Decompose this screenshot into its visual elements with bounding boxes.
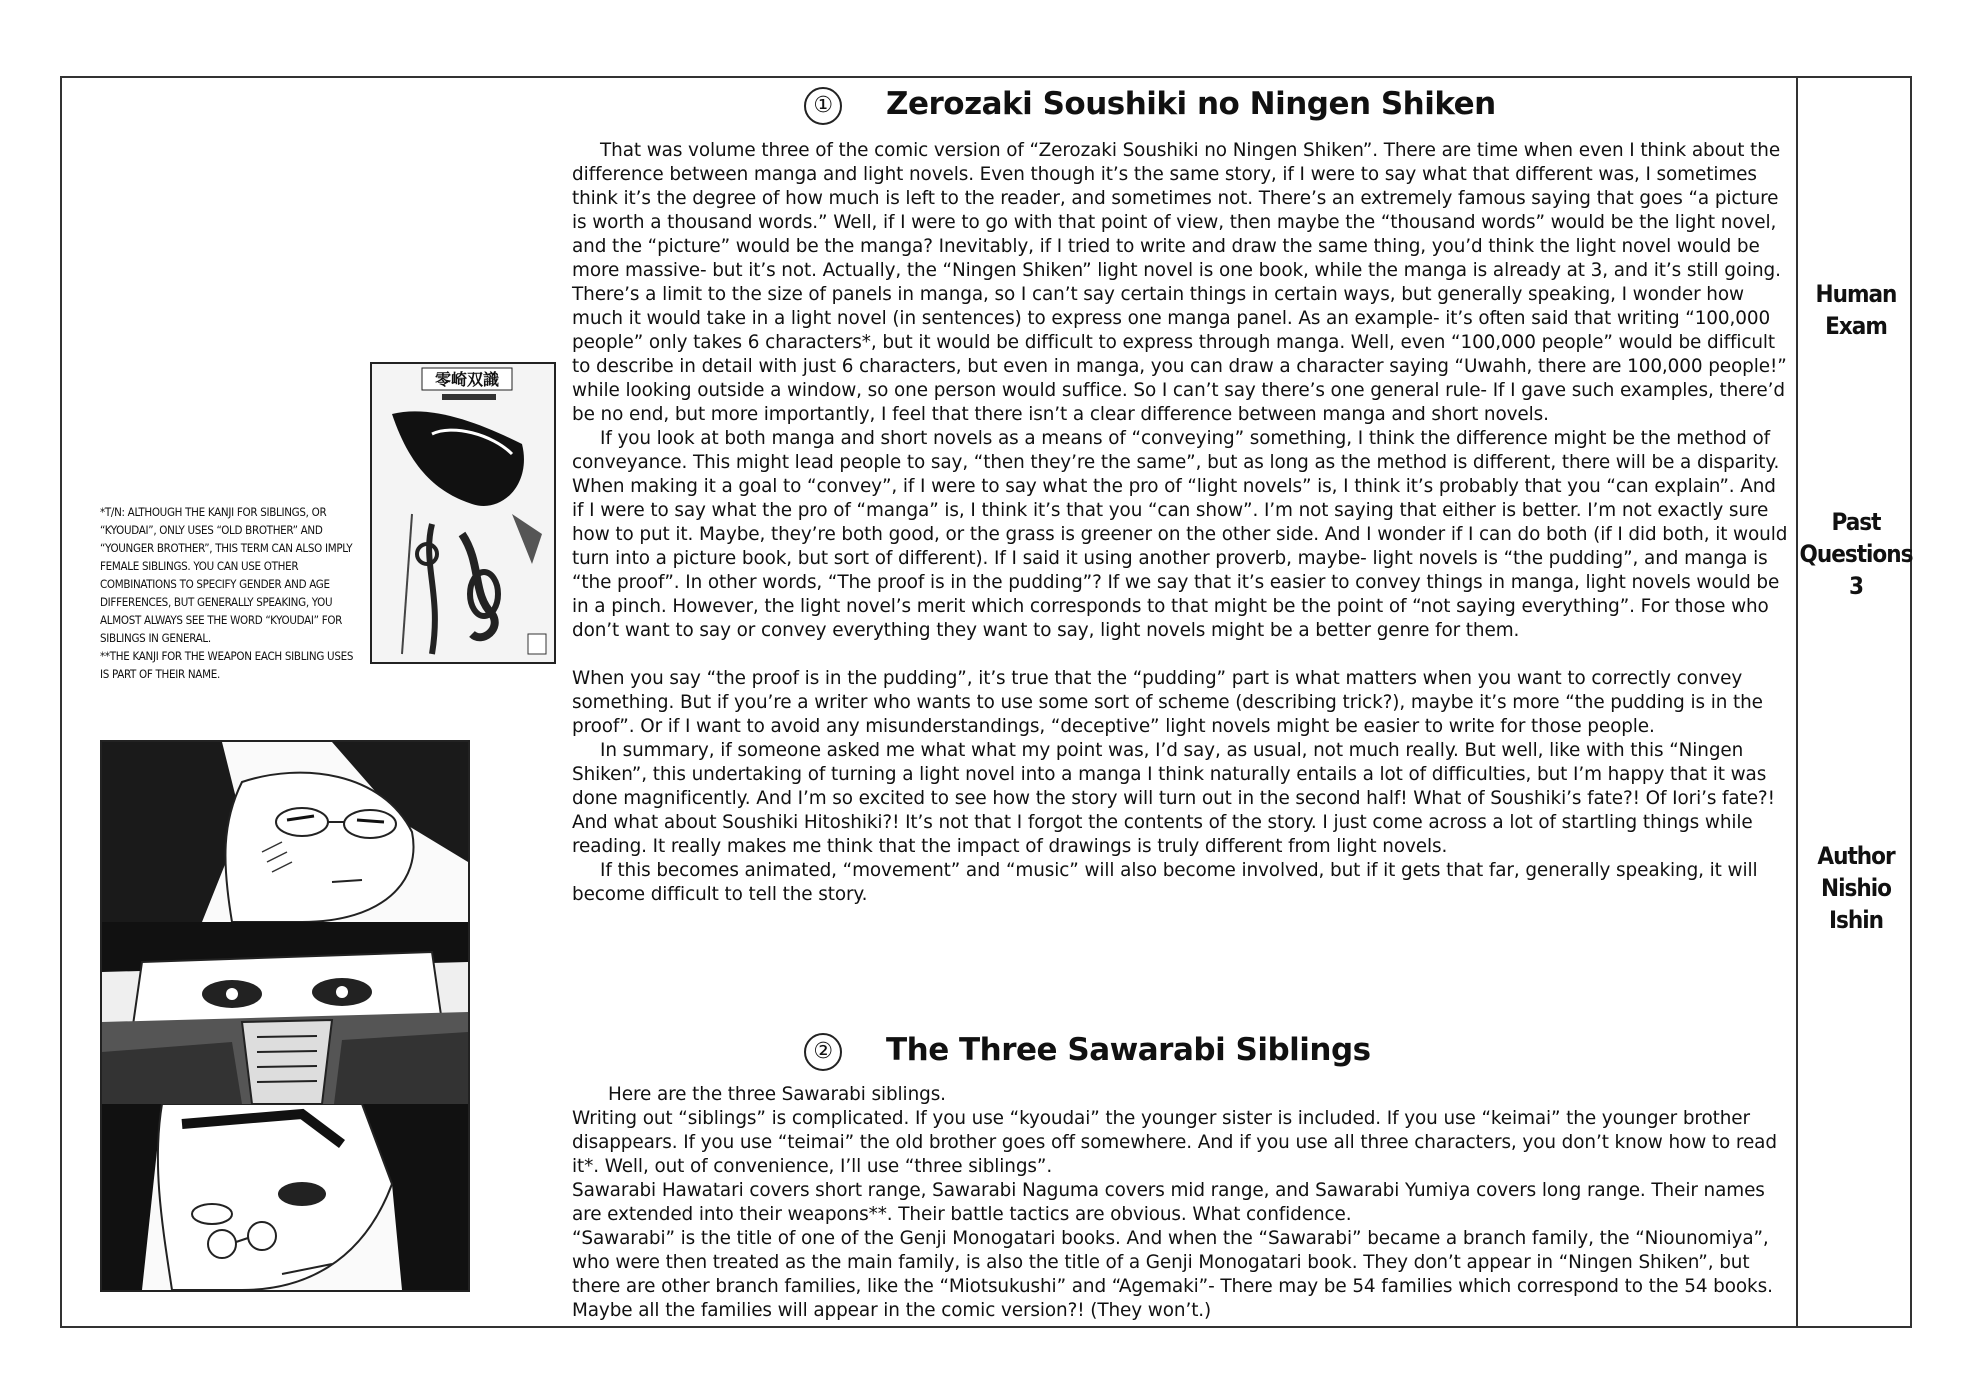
side-column <box>1796 76 1912 1328</box>
section2-body <box>572 1083 1788 1323</box>
book-cover-image <box>370 362 556 664</box>
panel-naguma <box>102 922 468 1106</box>
section2-title: The Three Sawarabi Siblings <box>886 1032 1371 1068</box>
panel-hawatari <box>102 742 468 924</box>
section1-body <box>572 139 1788 907</box>
panel-yumiya <box>102 1104 468 1290</box>
translator-note-siblings: *T/N: ALTHOUGH THE KANJI FOR SIBLINGS, OR “KYOUDAI”, ONLY USES “OLD BROTHER” AND “YOUNGER BROTHER”, THIS TERM CAN ALSO IMPLY FEMALE SIBLINGS. YOU CAN USE OTHER COMBINATIONS TO SPECIFY GENDER AND AGE DIFFERENCES, BUT GENERALLY SPEAKING, YOU ALMOST ALWAYS SEE THE WORD “KYOUDAI” FOR SIBLINGS IN GENERAL. <box>100 505 353 645</box>
section1-number: ① <box>804 87 842 125</box>
section1-paragraph: If you look at both manga and short novels as a means of “conveying” something, I think the difference might be the method of conveyance. This might lead people to say, “then they’re the same”, but as long as the method is different, there will be a disparity. When making it a goal to “convey”, if I were to say what the pro of “light novels” is, I think it’s probably that you “can explain”. And if I were to say what the pro of “manga” is, I think it’s that you “can show”. I’m not saying that either is better. I’m not exactly sure how to put it. Maybe, they’re both good, or the grass is greener on the other side. And I wonder if I can do both (if I did both, it would turn into a picture book, but sort of different). If I said it using another proverb, maybe- light novels is “the pudding”, and manga is “the proof”. In other words, “The proof is in the pudding”? If we say that it’s easier to convey things in manga, light novels would be in a pinch. However, the light novel’s merit which corresponds to that might be the point of “not saying everything”. For those who don’t want to say or convey everything they want to say, light novels might be a better genre for them. <box>572 428 1788 641</box>
translator-note <box>100 503 362 683</box>
section1-title: Zerozaki Soushiki no Ningen Shiken <box>886 86 1496 122</box>
section2-paragraph: Here are the three Sawarabi siblings. <box>608 1084 946 1105</box>
side-label-human-exam: Human Exam <box>1815 280 1897 340</box>
sawarabi-siblings-illustration <box>100 740 470 1292</box>
section1-heading <box>804 86 1496 125</box>
section1-paragraph: In summary, if someone asked me what what my point was, I’d say, as usual, not much really. But well, like with this “Ningen Shiken”, this undertaking of turning a light novel into a manga I think naturally entails a lot of difficulties, but I’m happy that it was done magnificently. And I’m so excited to see how the story will turn out in the second half! What of Soushiki’s fate?! Of Iori’s fate?! And what about Soushiki Hitoshiki?! It’s not that I forgot the contents of the story. I just come across a lot of startling things while reading. It really makes me think that the impact of drawings is truly different from light novels. <box>572 740 1775 857</box>
side-label-author: Author Nishio Ishin <box>1817 842 1895 934</box>
book-cover-illustration <box>372 364 554 662</box>
section1-paragraph: That was volume three of the comic version of “Zerozaki Soushiki no Ningen Shiken”. There are time when even I think about the difference between manga and light novels. Even though it’s the same story, if I were to say what that different was, I sometimes think it’s the degree of how much is left to the reader, and sometimes not. There’s an extremely famous saying that goes “a picture is worth a thousand words.” Well, if I were to go with that point of view, then maybe the “thousand words” would be the light novel, and the “picture” would be the manga? Inevitably, if I tried to write and draw the same thing, you’d think the light novel would be more massive- but it’s not. Actually, the “Ningen Shiken” light novel is one book, while the manga is already at 3, and it’s still going. There’s a limit to the size of panels in manga, so I can’t say certain things in certain ways, but generally speaking, I wonder how much it would take in a light novel (in sentences) to express one manga panel. As an example- it’s often said that writing “100,000 people” only takes 6 characters*, but it would be difficult to express through manga. Well, even “100,000 people” would be difficult to describe in detail with just 6 characters, but even in manga, you can draw a character saying “Uwahh, there are 100,000 people!” while looking outside a window, so one person would suffice. So I can’t say there’s one general rule- If I gave such examples, there’d be no end, but more importantly, I feel that there isn’t a clear difference between manga and short novels. <box>572 140 1787 425</box>
section2-number: ② <box>804 1033 842 1071</box>
side-label-past-questions: Past Questions 3 <box>1799 508 1913 600</box>
section2-heading <box>804 1032 1371 1071</box>
section1-paragraph: If this becomes animated, “movement” and “music” will also become involved, but if it gets that far, generally speaking, it will become difficult to tell the story. <box>572 860 1758 905</box>
translator-note-weapons: **THE KANJI FOR THE WEAPON EACH SIBLING USES IS PART OF THEIR NAME. <box>100 649 354 681</box>
section2-paragraph: Sawarabi Hawatari covers short range, Sawarabi Naguma covers mid range, and Sawarabi Yumiya covers long range. Their names are extended into their weapons**. Their battle tactics are obvious. What confidence. <box>572 1180 1765 1225</box>
section2-paragraph: “Sawarabi” is the title of one of the Genji Monogatari books. And when the “Sawarabi” became a branch family, the “Niounomiya”, who were then treated as the main family, is also the title of a Genji Monogatari book. They don’t appear in “Ningen Shiken”, but there are other branch families, like the “Miotsukushi” and “Agemaki”- There may be 54 families which correspond to the 54 books. Maybe all the families will appear in the comic version?! (They won’t.) <box>572 1228 1773 1321</box>
cover-title: 零崎双識 <box>434 370 500 389</box>
section1-paragraph: When you say “the proof is in the pudding”, it’s true that the “pudding” part is what matters when you want to correctly convey something. But if you’re a writer who wants to use some sort of scheme (describing trick?), maybe it’s more “the pudding is in the proof”. Or if I want to avoid any misunderstandings, “deceptive” light novels might be easier to write for those people. <box>572 668 1763 737</box>
section2-paragraph: Writing out “siblings” is complicated. If you use “kyoudai” the younger sister is included. If you use “keimai” the younger brother disappears. If you use “teimai” the old brother goes off somewhere. And if you use all three characters, you don’t know how to read it*. Well, out of convenience, I’ll use “three siblings”. <box>572 1108 1777 1177</box>
